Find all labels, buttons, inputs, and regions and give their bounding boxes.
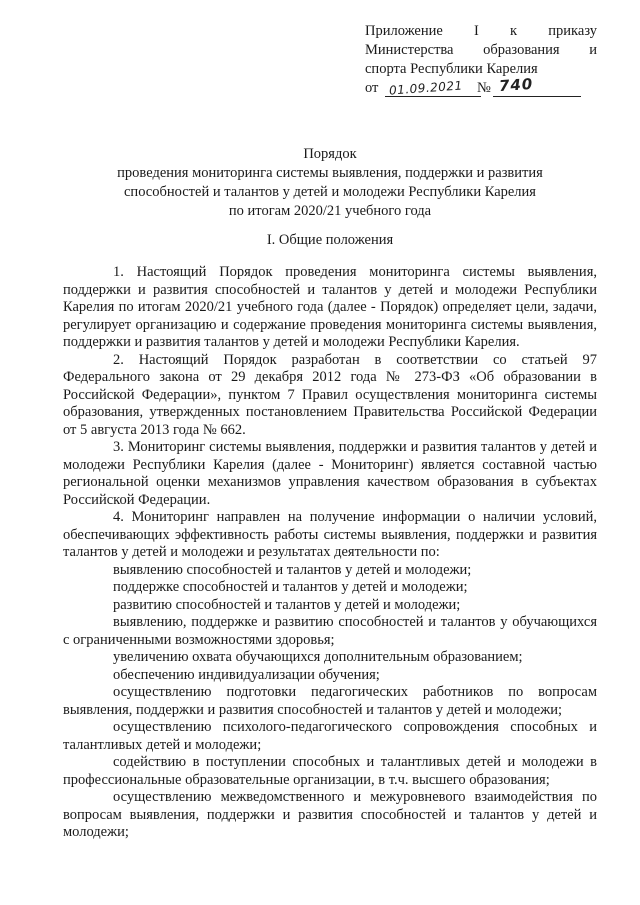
title-line-2: способностей и талантов у детей и молодежи Республики Карелия [124,184,536,200]
annex-header [365,22,597,101]
list-item: выявлению способностей и талантов у детей и молодежи; [113,561,472,578]
document-title [80,145,580,221]
paragraph-3: 3. Мониторинг системы выявления, поддержки и развития талантов у детей и молодежи Республики Карелия (далее - Мониторинг) является составной частью региональной оценки механизмов управления качеством образования в субъектах Российской Федерации. [63,439,597,508]
annex-date-line [365,74,597,101]
list-item: увеличению охвата обучающихся дополнительным образованием; [113,649,523,665]
list-item: выявлению, поддержке и развитию способностей и талантов у обучающихся с ограниченными возможностями здоровья; [63,614,597,648]
title-word: Порядок [303,146,357,162]
list-item: содействию в поступлении способных и талантливых детей и молодежи в профессиональные образовательные организации, в т.ч. высшего образования; [63,754,597,788]
list-item: осуществлению психолого-педагогического сопровождения способных и талантливых детей и молодежи; [63,719,597,753]
annex-number-sign: № [477,80,491,96]
paragraph-4: 4. Мониторинг направлен на получение информации о наличии условий, обеспечивающих эффективность работы системы выявления, поддержки и развития талантов у детей и молодежи и результатах деятельности по: [63,509,597,560]
handwritten-number: 740 [498,74,534,96]
annex-line-2: Министерства образования и [365,42,597,58]
annex-line-3: спорта Республики Карелия [365,61,538,77]
list-item: развитию способностей и талантов у детей и молодежи; [113,596,461,613]
paragraph-2: 2. Настоящий Порядок разработан в соответствии со статьей 97 Федерального закона от 29 декабря 2012 года № 273-ФЗ «Об образовании в Российской Федерации», пунктом 7 Правил осуществления мониторинга системы образования, утвержденных постановлением Правительства Российской Федерации от 5 августа 2013 года № 662. [63,351,597,438]
list-item: осуществлению межведомственного и межуровневого взаимодействия по вопросам выявления, поддержки и развития способностей и талантов у детей и молодежи; [63,789,597,840]
list-item: поддержке способностей и талантов у детей и молодежи; [113,579,468,595]
title-line-1: проведения мониторинга системы выявления, поддержки и развития [117,165,543,181]
annex-line-1: Приложение I к приказу [365,23,597,39]
handwritten-date: 01.09.2021 [388,78,464,98]
title-line-3: по итогам 2020/21 учебного года [228,203,432,219]
list-item: осуществлению подготовки педагогических работников по вопросам выявления, поддержки и развития способностей и талантов у детей и молодежи; [63,684,597,718]
document-body [63,264,597,842]
list-item: обеспечению индивидуализации обучения; [113,666,380,683]
annex-ot-label: от [365,80,379,96]
section-heading: I. Общие положения [266,232,394,248]
paragraph-1: 1. Настоящий Порядок проведения мониторинга системы выявления, поддержки и развития способностей и талантов у детей и молодежи Республики Карелия по итогам 2020/21 учебного года (далее - Порядок) определяет цели, задачи, регулирует организацию и содержание проведения мониторинга системы выявления, поддержки и развития талантов у детей и молодежи Республики Карелия. [63,264,597,350]
number-underline [493,96,581,97]
